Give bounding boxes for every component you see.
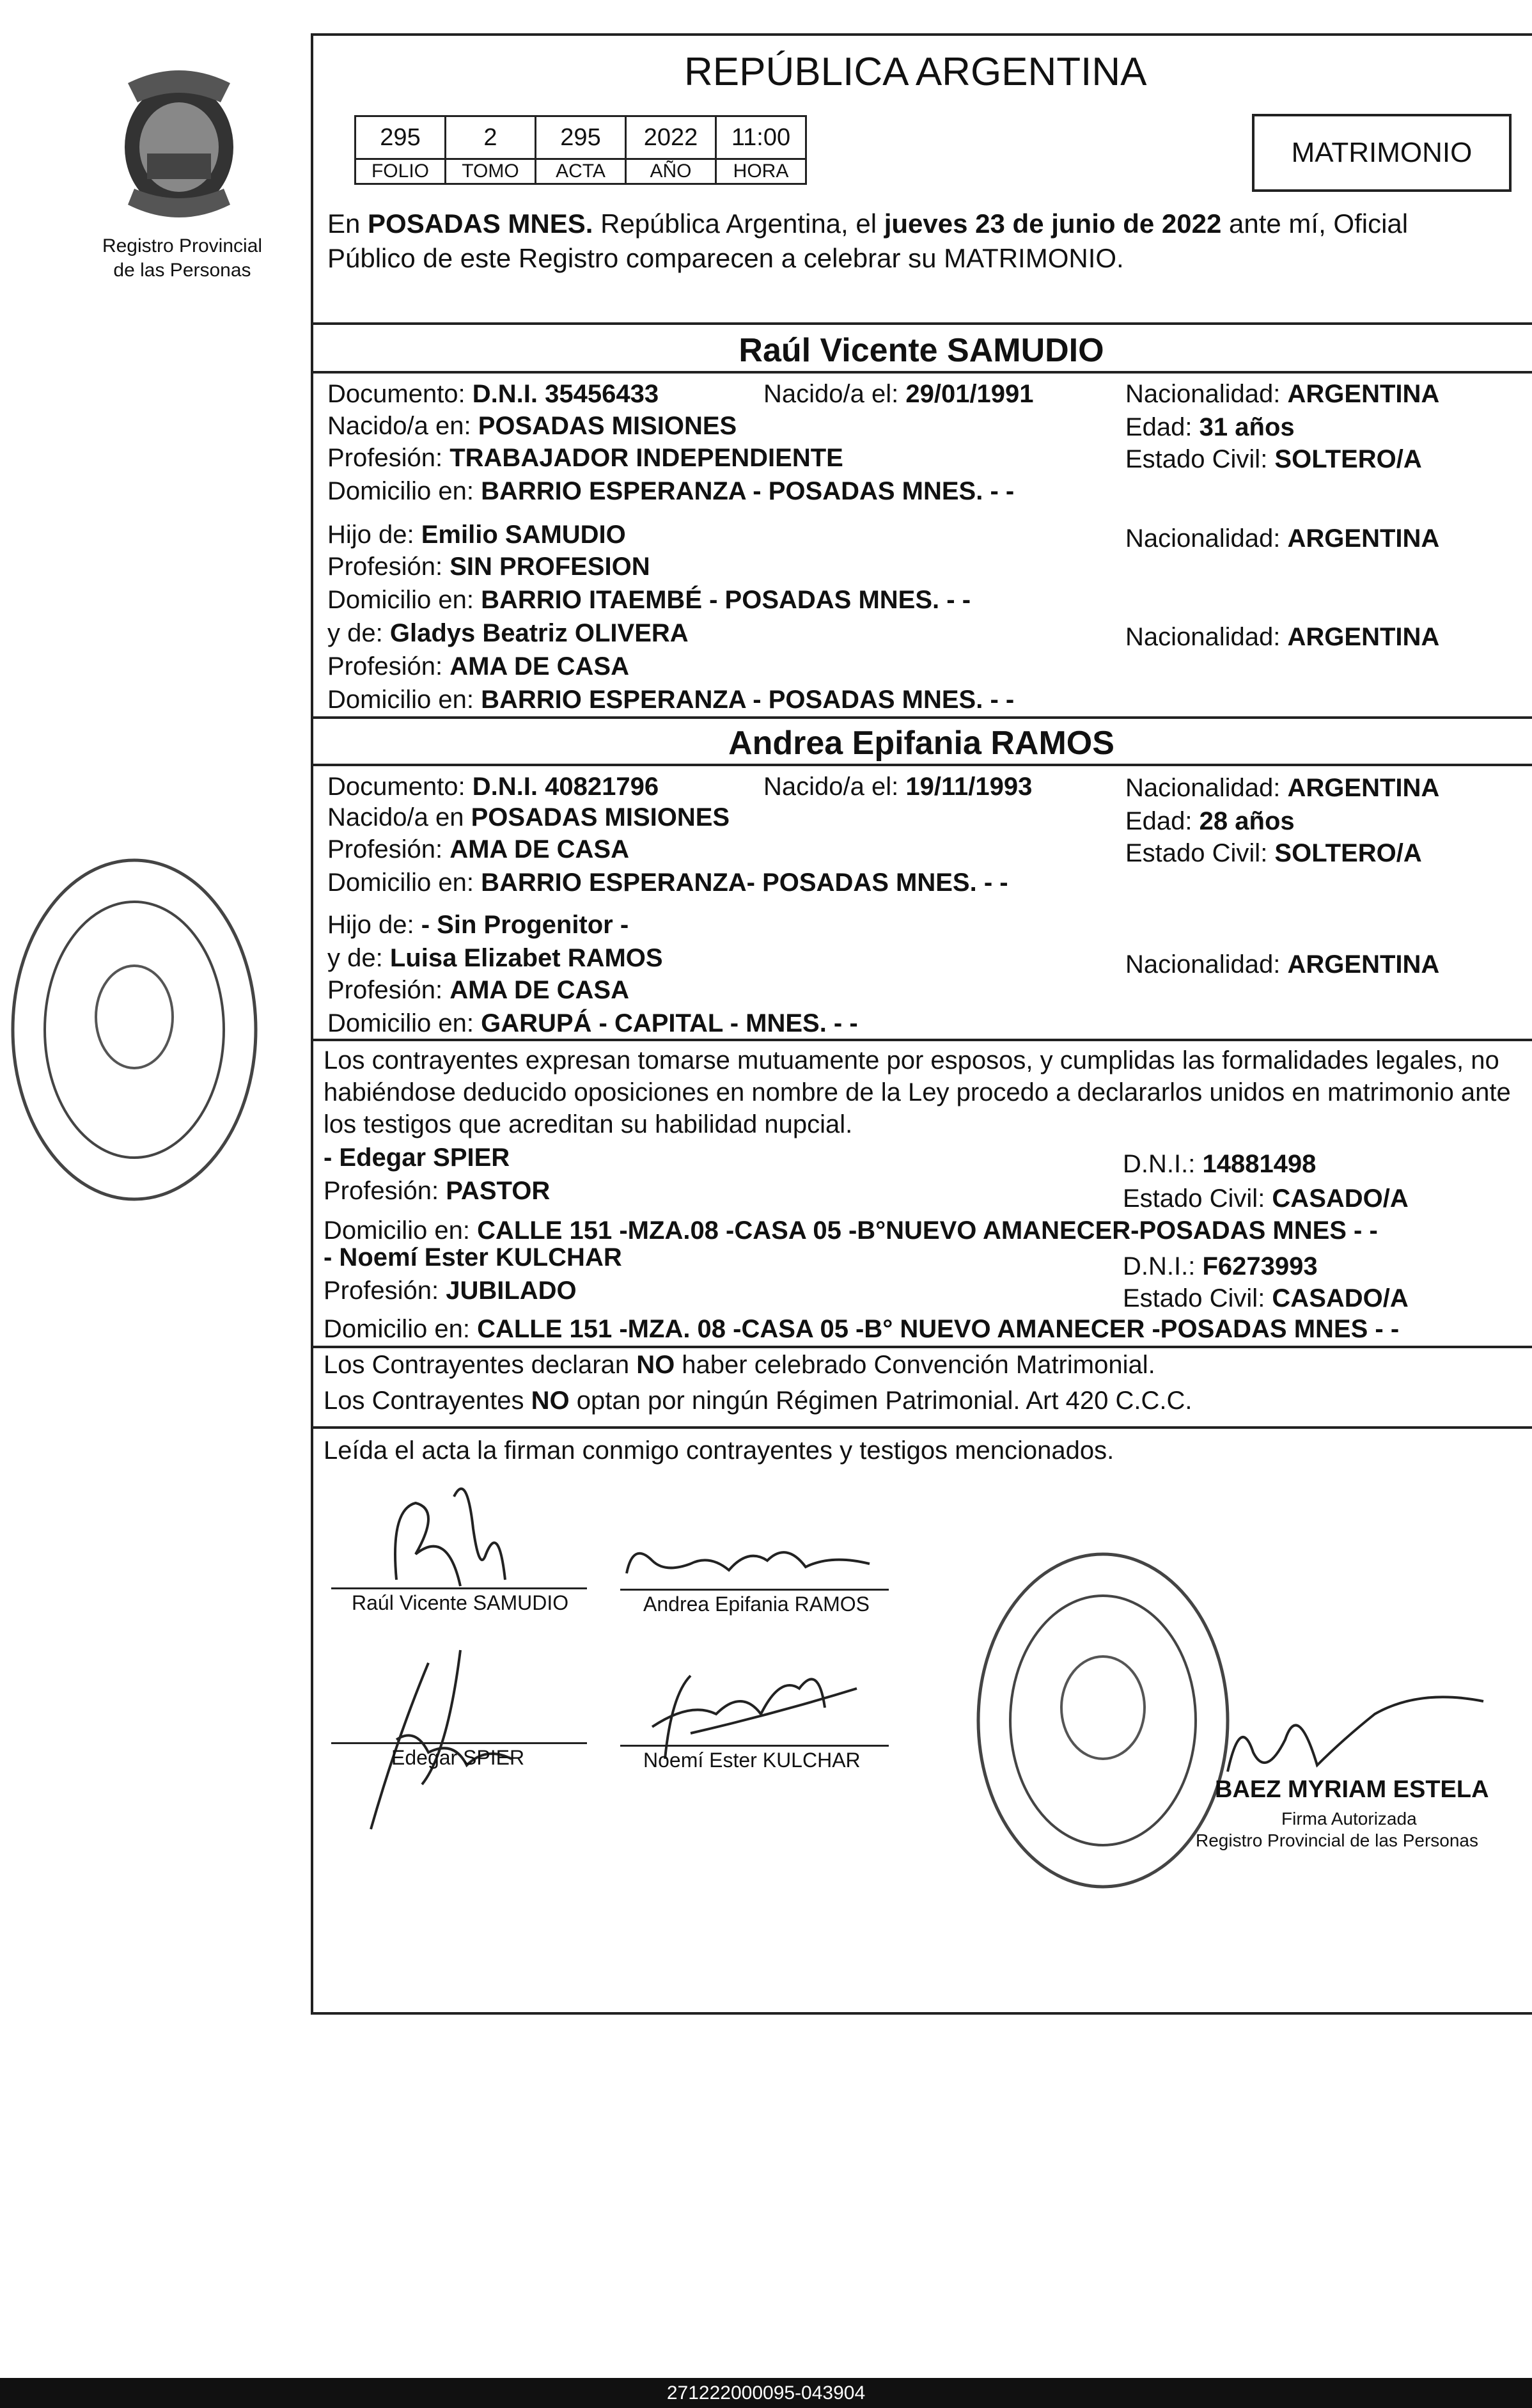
acta-value: 295 [536, 116, 626, 159]
regime-clause: Los Contrayentes NO optan por ningún Régimen Patrimonial. Art 420 C.C.C. [324, 1387, 1192, 1415]
witness-1-civil-status: Estado Civil: CASADO/A [1123, 1184, 1409, 1213]
declaration-line-2: habiéndose deducido oposiciones en nombre de la Ley procedo a declararlos unidos en matrimonio ante [324, 1078, 1511, 1106]
signature-label-witness-2: Noemí Ester KULCHAR [643, 1749, 861, 1772]
groom-father-nationality: Nacionalidad: ARGENTINA [1125, 524, 1440, 553]
bride-name: Andrea Epifania RAMOS [728, 725, 1114, 762]
bride-address: Domicilio en: BARRIO ESPERANZA- POSADAS MNES. - - [327, 869, 1008, 897]
witness-2-address: Domicilio en: CALLE 151 -MZA. 08 -CASA 05 -B° NUEVO AMANECER -POSADAS MNES - - [324, 1315, 1400, 1343]
bride-birth-place: Nacido/a en POSADAS MISIONES [327, 803, 730, 831]
tomo-label: TOMO [446, 159, 536, 184]
closing-text: Leída el acta la firman conmigo contrayentes y testigos mencionados. [324, 1436, 1114, 1465]
signature-label-witness-1: Edegar SPIER [391, 1746, 525, 1769]
divider [311, 716, 1532, 719]
document-barcode-number: 271222000095-043904 [0, 2378, 1532, 2408]
folio-label: FOLIO [356, 159, 446, 184]
signature-line [620, 1589, 889, 1591]
registry-numbers [354, 115, 807, 185]
groom-mother-nationality: Nacionalidad: ARGENTINA [1125, 623, 1440, 651]
hora-label: HORA [716, 159, 806, 184]
convention-clause: Los Contrayentes declaran NO haber celebrado Convención Matrimonial. [324, 1351, 1155, 1379]
folio-value: 295 [356, 116, 446, 159]
groom-mother-address: Domicilio en: BARRIO ESPERANZA - POSADAS MNES. - - [327, 686, 1015, 714]
signature-bride [614, 1535, 882, 1586]
intro-line-2: Público de este Registro comparecen a celebrar su MATRIMONIO. [327, 243, 1124, 273]
divider [311, 1039, 1532, 1041]
divider [311, 1346, 1532, 1348]
bride-mother-nationality: Nacionalidad: ARGENTINA [1125, 950, 1440, 979]
witness-1-dni: D.N.I.: 14881498 [1123, 1150, 1317, 1178]
hora-value: 11:00 [716, 116, 806, 159]
acta-label: ACTA [536, 159, 626, 184]
bride-profession: Profesión: AMA DE CASA [327, 835, 629, 863]
divider [311, 371, 1532, 374]
signature-line [331, 1587, 587, 1589]
signature-official [1215, 1676, 1509, 1791]
registry-stamp-left [6, 851, 262, 1209]
groom-mother: y de: Gladys Beatriz OLIVERA [327, 619, 689, 647]
declaration-line-1: Los contrayentes expresan tomarse mutuamente por esposos, y cumplidas las formalidades legales, no [324, 1046, 1499, 1074]
witness-1-profession: Profesión: PASTOR [324, 1177, 551, 1205]
groom-age: Edad: 31 años [1125, 413, 1295, 441]
groom-profession: Profesión: TRABAJADOR INDEPENDIENTE [327, 444, 843, 472]
bride-document: Documento: D.N.I. 40821796 [327, 773, 659, 801]
witness-1-address: Domicilio en: CALLE 151 -MZA.08 -CASA 05 -B°NUEVO AMANECER-POSADAS MNES - - [324, 1216, 1378, 1245]
groom-father-profession: Profesión: SIN PROFESION [327, 553, 650, 581]
bride-mother: y de: Luisa Elizabet RAMOS [327, 944, 663, 972]
anio-label: AÑO [626, 159, 716, 184]
signature-line [331, 1742, 587, 1744]
divider [311, 1426, 1532, 1429]
bride-civil-status: Estado Civil: SOLTERO/A [1125, 839, 1422, 867]
bride-mother-profession: Profesión: AMA DE CASA [327, 976, 629, 1004]
groom-father: Hijo de: Emilio SAMUDIO [327, 521, 626, 549]
witness-2-name: - Noemí Ester KULCHAR [324, 1243, 622, 1271]
signature-label-bride: Andrea Epifania RAMOS [643, 1593, 870, 1616]
groom-name: Raúl Vicente SAMUDIO [739, 332, 1104, 369]
province-logo [109, 58, 249, 224]
groom-civil-status: Estado Civil: SOLTERO/A [1125, 445, 1422, 473]
divider [311, 764, 1532, 766]
witness-2-civil-status: Estado Civil: CASADO/A [1123, 1284, 1409, 1312]
registry-stamp-right [972, 1548, 1234, 1893]
groom-mother-profession: Profesión: AMA DE CASA [327, 652, 629, 681]
bride-nationality: Nacionalidad: ARGENTINA [1125, 774, 1440, 802]
bride-age: Edad: 28 años [1125, 807, 1295, 835]
witness-2-profession: Profesión: JUBILADO [324, 1277, 577, 1305]
groom-birth-date: Nacido/a el: 29/01/1991 [763, 380, 1034, 408]
groom-document: Documento: D.N.I. 35456433 [327, 380, 659, 408]
groom-nationality: Nacionalidad: ARGENTINA [1125, 380, 1440, 408]
witness-1-name: - Edegar SPIER [324, 1144, 510, 1172]
registry-name-2: de las Personas [113, 260, 251, 281]
groom-birth-place: Nacido/a en: POSADAS MISIONES [327, 412, 737, 440]
intro-line-1: En POSADAS MNES. República Argentina, el jueves 23 de junio de 2022 ante mí, Oficial [327, 209, 1409, 239]
page-title: REPÚBLICA ARGENTINA [684, 50, 1147, 94]
bride-mother-address: Domicilio en: GARUPÁ - CAPITAL - MNES. - - [327, 1009, 858, 1037]
tomo-value: 2 [446, 116, 536, 159]
registry-name-1: Registro Provincial [102, 235, 263, 256]
official-role: Firma Autorizada [1281, 1809, 1417, 1829]
declaration-line-3: los testigos que acreditan su habilidad nupcial. [324, 1110, 853, 1138]
divider [311, 322, 1532, 325]
witness-2-dni: D.N.I.: F6273993 [1123, 1252, 1318, 1280]
signature-line [620, 1745, 889, 1747]
groom-address: Domicilio en: BARRIO ESPERANZA - POSADAS MNES. - - [327, 477, 1015, 505]
official-name: BAEZ MYRIAM ESTELA [1215, 1776, 1489, 1803]
signature-label-groom: Raúl Vicente SAMUDIO [352, 1591, 569, 1614]
groom-father-address: Domicilio en: BARRIO ITAEMBÉ - POSADAS MNES. - - [327, 586, 971, 614]
official-office: Registro Provincial de las Personas [1196, 1830, 1478, 1850]
signature-witness-1 [358, 1637, 550, 1842]
bride-father: Hijo de: - Sin Progenitor - [327, 911, 629, 939]
anio-value: 2022 [626, 116, 716, 159]
act-type-box: MATRIMONIO [1252, 114, 1512, 192]
bride-birth-date: Nacido/a el: 19/11/1993 [763, 773, 1033, 801]
